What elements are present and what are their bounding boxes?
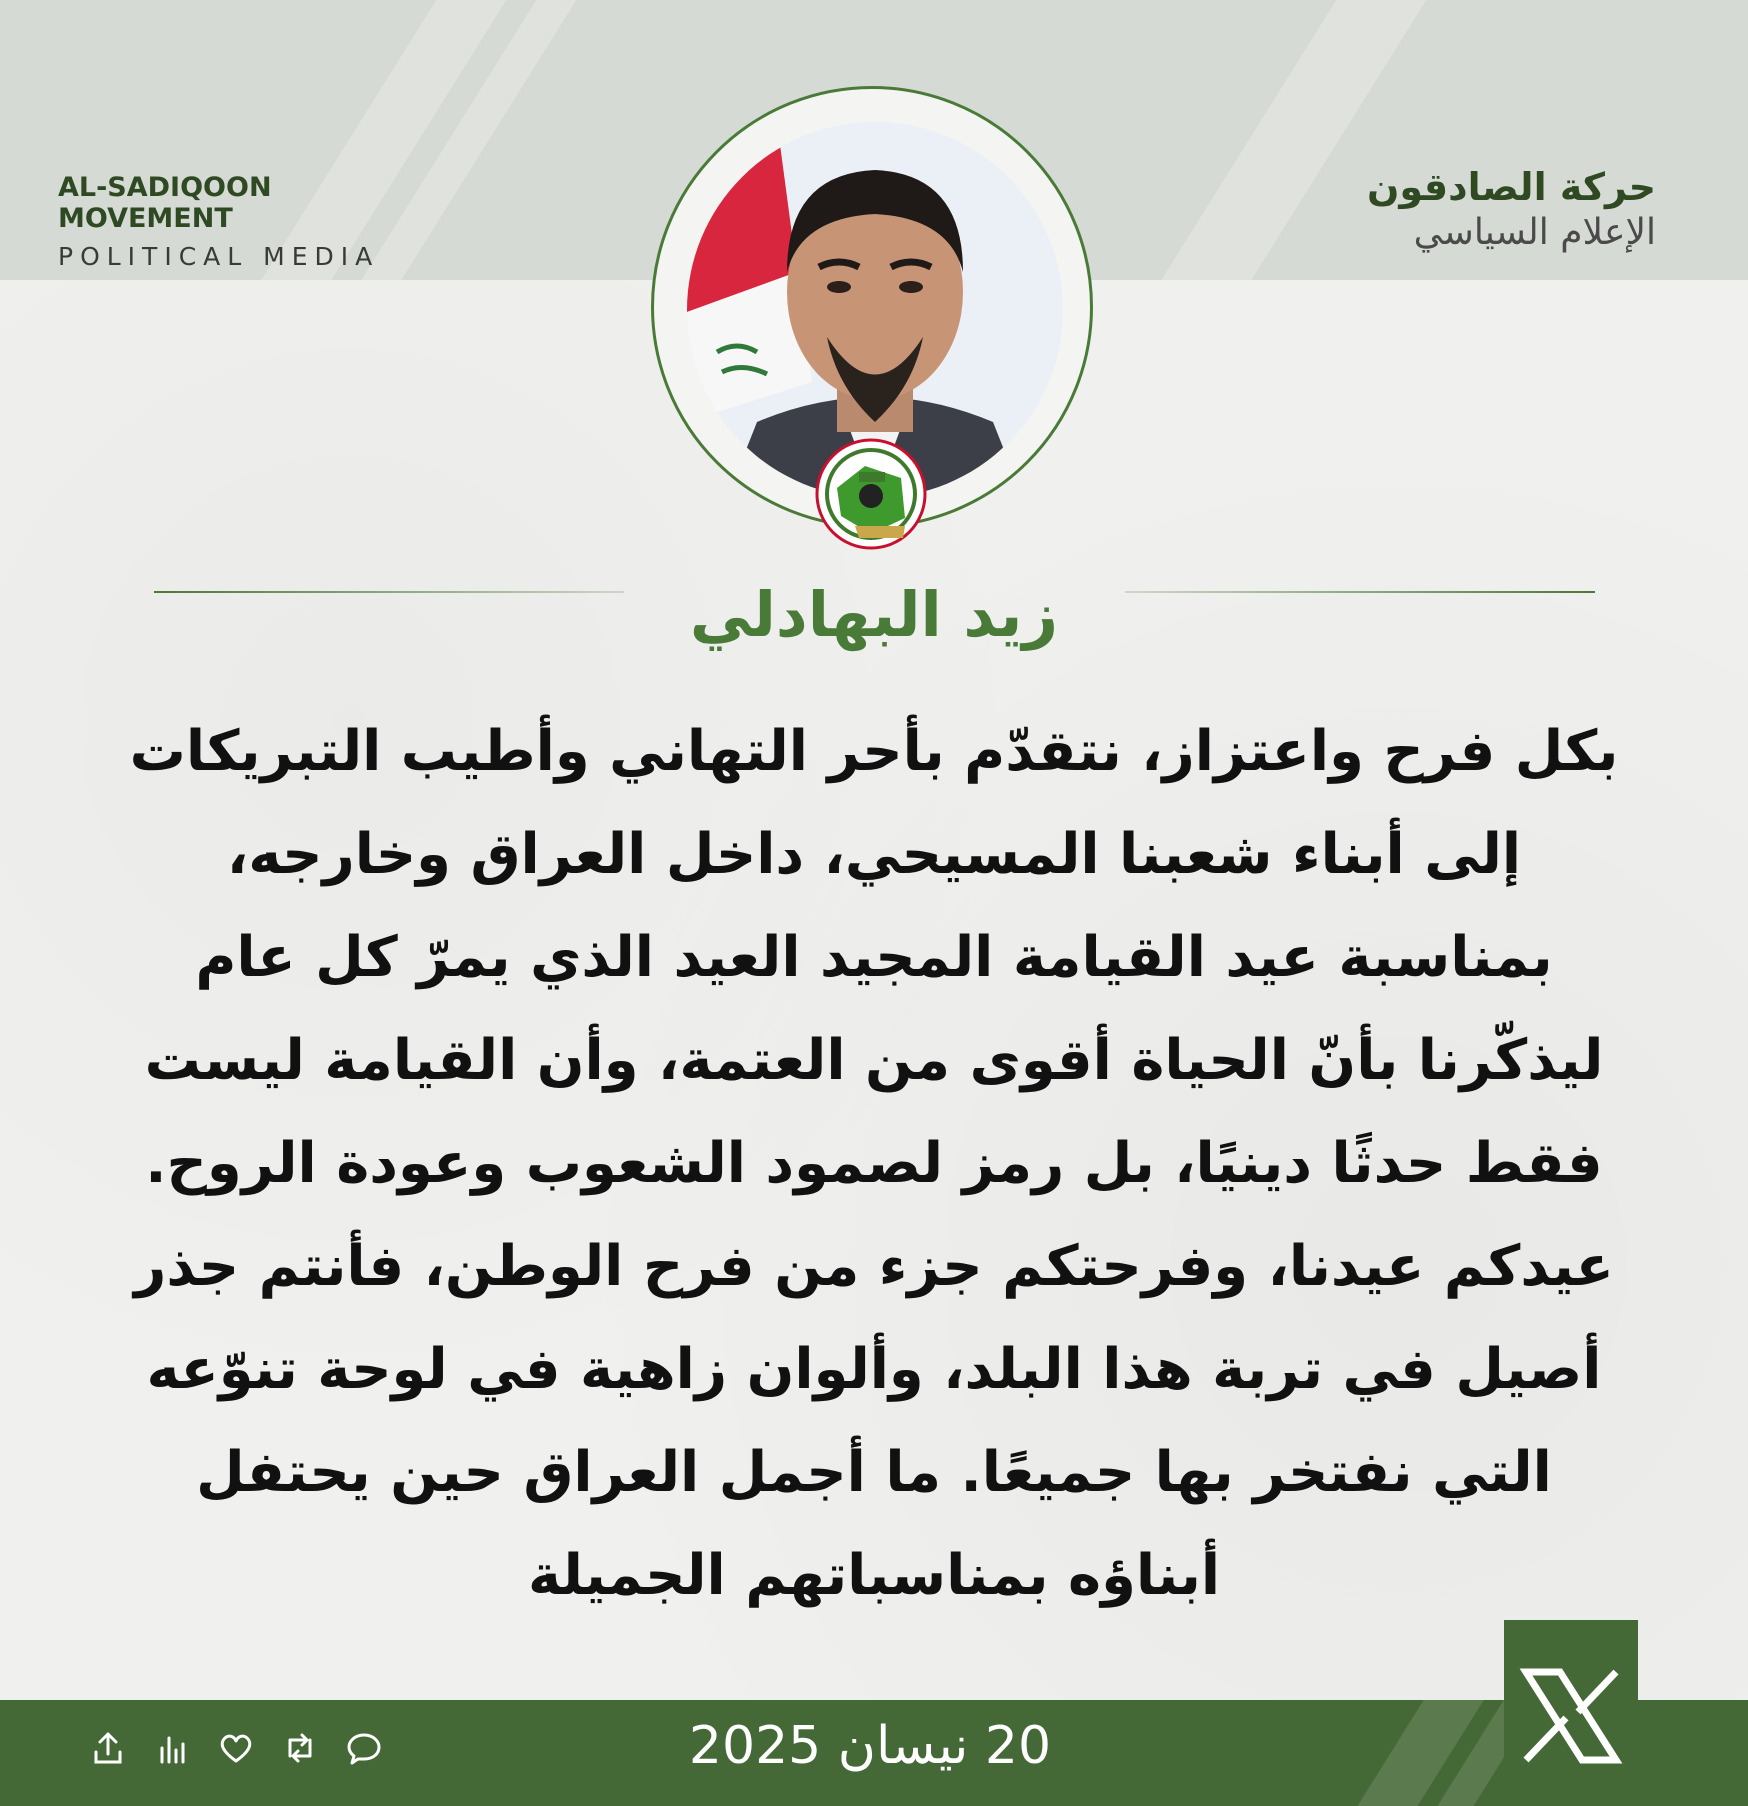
share-icon[interactable]: [86, 1726, 130, 1770]
message-line: أبناؤه بمناسباتهم الجميلة: [527, 1543, 1221, 1608]
views-icon[interactable]: [150, 1726, 194, 1770]
movement-emblem-icon: [815, 438, 927, 550]
action-icons: [86, 1726, 386, 1770]
message-line: التي نفتخر بها جميعًا. ما أجمل العراق حين يحتفل: [196, 1440, 1552, 1505]
divider-right: [1125, 591, 1595, 593]
message-line: إلى أبناء شعبنا المسيحي، داخل العراق وخارجه،: [226, 822, 1522, 887]
retweet-icon[interactable]: [278, 1726, 322, 1770]
x-logo-icon[interactable]: [1504, 1620, 1638, 1806]
person-name: زيد البهادلي: [689, 578, 1059, 651]
divider-left: [154, 591, 624, 593]
message-line: بمناسبة عيد القيامة المجيد العيد الذي يمرّ كل عام: [195, 925, 1553, 990]
message-line: أصيل في تربة هذا البلد، وألوان زاهية في لوحة تنوّعه: [146, 1337, 1602, 1402]
message-line: فقط حدثًا دينيًا، بل رمز لصمود الشعوب وعودة الروح.: [145, 1131, 1603, 1196]
brand-arabic-subtitle: الإعلام السياسي: [1413, 211, 1656, 253]
brand-english-subtitle: POLITICAL MEDIA: [58, 242, 380, 271]
like-icon[interactable]: [214, 1726, 258, 1770]
message-line: عيدكم عيدنا، وفرحتكم جزء من فرح الوطن، فأنتم جذر: [134, 1234, 1614, 1299]
message-line: بكل فرح واعتزاز، نتقدّم بأحر التهاني وأطيب التبريكات: [129, 719, 1619, 784]
brand-arabic: [1367, 165, 1656, 254]
post-date: 20 نيسان 2025: [688, 1716, 1052, 1776]
brand-english: [58, 172, 403, 271]
brand-english-title: AL-SADIQOON MOVEMENT: [58, 172, 272, 234]
message-body: [110, 700, 1638, 1627]
reply-icon[interactable]: [342, 1726, 386, 1770]
brand-arabic-title: حركة الصادقون: [1366, 165, 1656, 209]
message-line: ليذكّرنا بأنّ الحياة أقوى من العتمة، وأن القيامة ليست: [144, 1028, 1604, 1093]
